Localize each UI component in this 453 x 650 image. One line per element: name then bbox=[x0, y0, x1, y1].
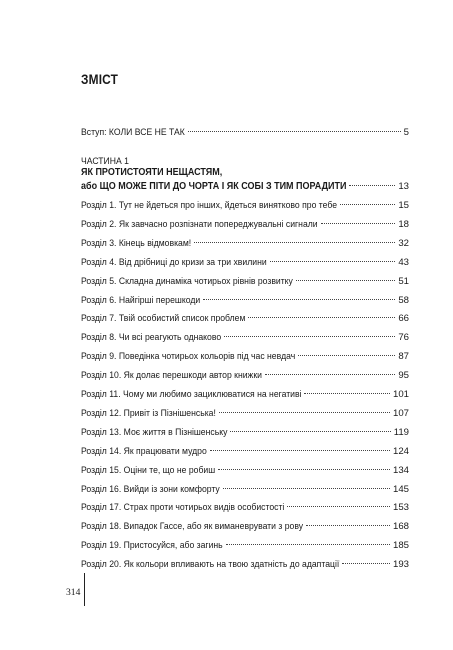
toc-entry-chapter[interactable] bbox=[81, 350, 409, 364]
toc-entry-title: Розділ 12. Привіт із Пізнішенська! bbox=[81, 407, 216, 419]
toc-entry-chapter[interactable] bbox=[81, 558, 409, 572]
toc-entry-title: Розділ 10. Як долає перешкоди автор книжки bbox=[81, 370, 262, 382]
toc-entry-page: 134 bbox=[392, 464, 409, 476]
toc-entry-title: Розділ 7. Твій особистий список проблем bbox=[81, 313, 246, 325]
toc-entry-chapter[interactable] bbox=[81, 312, 409, 326]
part-label: ЧАСТИНА 1 bbox=[81, 156, 129, 167]
dot-leader bbox=[340, 204, 395, 205]
toc-entry-page: 43 bbox=[398, 256, 409, 268]
toc-entry-chapter[interactable] bbox=[81, 294, 409, 308]
toc-entry-chapter[interactable] bbox=[81, 501, 409, 515]
toc-entry-page: 119 bbox=[393, 426, 409, 438]
dot-leader bbox=[349, 185, 395, 186]
toc-entry-page: 185 bbox=[392, 540, 409, 552]
toc-entry-page: 95 bbox=[398, 370, 409, 382]
toc-entry-chapter[interactable] bbox=[81, 426, 409, 440]
toc-entry-title: Розділ 1. Тут не йдеться про інших, йдеться винятково про тебе bbox=[81, 200, 338, 211]
dot-leader bbox=[210, 450, 390, 451]
toc-entry-page: 124 bbox=[392, 445, 409, 457]
toc-entry-page: 87 bbox=[398, 351, 409, 363]
dot-leader bbox=[265, 374, 395, 375]
toc-entry-chapter[interactable] bbox=[81, 369, 409, 383]
page-number: 314 bbox=[66, 587, 81, 598]
toc-entry-chapter[interactable] bbox=[81, 331, 409, 345]
toc-entry-chapter[interactable] bbox=[81, 483, 409, 497]
toc-entry-page: 15 bbox=[398, 200, 409, 211]
toc-entry-page: 193 bbox=[392, 559, 409, 571]
folio-rule bbox=[84, 573, 85, 606]
dot-leader bbox=[219, 412, 390, 413]
toc-entry-chapter[interactable] bbox=[81, 445, 409, 459]
toc-entry-page: 18 bbox=[398, 218, 409, 230]
toc-entry-chapter[interactable] bbox=[81, 199, 409, 213]
toc-entry-page: 153 bbox=[392, 502, 409, 514]
toc-entry-chapter[interactable] bbox=[81, 407, 409, 421]
dot-leader bbox=[226, 544, 390, 545]
dot-leader bbox=[306, 525, 390, 526]
contents-heading: ЗМІСТ bbox=[81, 72, 119, 87]
toc-entry-chapter[interactable] bbox=[81, 539, 409, 553]
toc-entry-page: 101 bbox=[392, 389, 409, 400]
dot-leader bbox=[230, 431, 390, 432]
toc-entry-title: Розділ 11. Чому ми любимо зациклюватися на негативі bbox=[81, 389, 302, 400]
toc-entry-title: Розділ 9. Поведінка чотирьох кольорів під час невдач bbox=[81, 351, 296, 363]
toc-entry-title: Розділ 19. Пристосуйся, або загинь bbox=[81, 540, 223, 552]
dot-leader bbox=[270, 261, 396, 262]
dot-leader bbox=[296, 280, 395, 281]
toc-entry-page: 107 bbox=[392, 407, 409, 419]
dot-leader bbox=[248, 317, 395, 318]
toc-entry-title: Розділ 4. Від дрібниці до кризи за три хвилини bbox=[81, 256, 267, 268]
toc-entry-title: Розділ 18. Випадок Гассе, або як виманеврувати з рову bbox=[81, 521, 304, 533]
toc-entry-title: Вступ: КОЛИ ВСЕ НЕ ТАК bbox=[81, 127, 185, 138]
toc-entry-title: Розділ 2. Як завчасно розпізнати попереджувальні сигнали bbox=[81, 218, 318, 230]
toc-entry-title: Розділ 8. Чи всі реагують однаково bbox=[81, 332, 222, 344]
part-title-line1: ЯК ПРОТИСТОЯТИ НЕЩАСТЯМ, bbox=[81, 167, 223, 178]
toc-entry-page: 58 bbox=[398, 294, 409, 306]
toc-entry-title: Розділ 15. Оціни те, що не робиш bbox=[81, 464, 216, 476]
toc-entry-title: Розділ 3. Кінець відмовкам! bbox=[81, 237, 192, 249]
toc-entry-chapter[interactable] bbox=[81, 237, 409, 251]
toc-entry-page: 145 bbox=[392, 483, 409, 495]
toc-entry-page: 76 bbox=[398, 332, 409, 344]
toc-entry-title: Розділ 17. Страх проти чотирьох видів особистості bbox=[81, 502, 285, 514]
dot-leader bbox=[188, 131, 401, 132]
toc-entry-title: Розділ 6. Найгірші перешкоди bbox=[81, 294, 201, 306]
toc-entry-chapter[interactable] bbox=[81, 256, 409, 270]
toc-entry-chapter[interactable] bbox=[81, 520, 409, 534]
dot-leader bbox=[298, 355, 395, 356]
dot-leader bbox=[287, 506, 390, 507]
dot-leader bbox=[304, 393, 390, 394]
toc-entry-page: 13 bbox=[398, 181, 409, 192]
toc-entry-part-1[interactable] bbox=[81, 180, 409, 194]
dot-leader bbox=[342, 563, 390, 564]
toc-entry-chapter[interactable] bbox=[81, 464, 409, 478]
toc-entry-title: Розділ 14. Як працювати мудро bbox=[81, 445, 207, 457]
dot-leader bbox=[223, 488, 390, 489]
toc-entry-title: Розділ 16. Вийди із зони комфорту bbox=[81, 483, 220, 495]
dot-leader bbox=[218, 469, 390, 470]
toc-entry-page: 168 bbox=[392, 521, 409, 533]
toc-entry-chapter[interactable] bbox=[81, 218, 409, 232]
toc-entry-page: 5 bbox=[403, 127, 409, 138]
toc-entry-title: Розділ 20. Як кольори впливають на твою здатність до адаптації bbox=[81, 559, 340, 571]
toc-entry-chapter[interactable] bbox=[81, 388, 409, 402]
toc-entry-intro[interactable] bbox=[81, 126, 409, 140]
toc-entry-chapter[interactable] bbox=[81, 275, 409, 289]
toc-entry-page: 32 bbox=[398, 237, 409, 249]
dot-leader bbox=[194, 242, 395, 243]
dot-leader bbox=[321, 223, 396, 224]
toc-entry-title: Розділ 5. Складна динаміка чотирьох рівнів розвитку bbox=[81, 275, 293, 287]
toc-entry-page: 66 bbox=[398, 313, 409, 325]
toc-entry-title: Розділ 13. Моє життя в Пізнішенську bbox=[81, 426, 228, 438]
dot-leader bbox=[203, 299, 395, 300]
dot-leader bbox=[224, 336, 395, 337]
toc-entry-page: 51 bbox=[398, 275, 409, 287]
part-title-line2: або ЩО МОЖЕ ПІТИ ДО ЧОРТА І ЯК СОБІ З ТИМ ПОРАДИТИ bbox=[81, 181, 347, 192]
